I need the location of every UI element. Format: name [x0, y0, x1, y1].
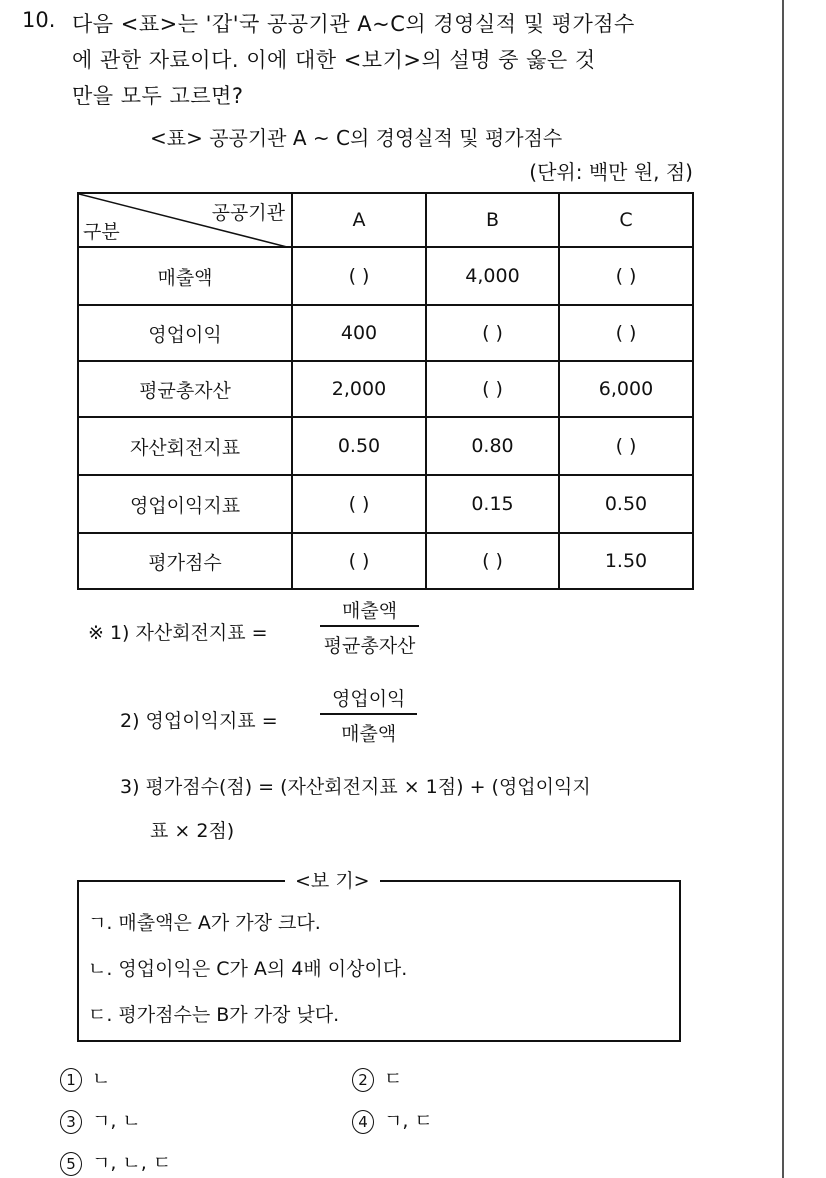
cell: ( ): [559, 247, 693, 305]
row-label: 평가점수: [78, 533, 292, 589]
column-header-a: A: [292, 193, 426, 247]
table-row: [78, 533, 693, 589]
table-title: <표> 공공기관 A ~ C의 경영실적 및 평가점수: [150, 126, 563, 150]
note-3-line-1: 3) 평가점수(점) = (자산회전지표 × 1점) + (영업이익지: [120, 776, 591, 798]
note-2-fraction: [320, 684, 417, 746]
table-row: [78, 475, 693, 533]
note-1-prefix: ※ 1) 자산회전지표 =: [88, 622, 268, 644]
bogi-title: <보 기>: [285, 866, 380, 893]
cell: 0.50: [292, 417, 426, 475]
table-row: [78, 305, 693, 361]
cell: ( ): [426, 305, 559, 361]
question-stem-line-1: 다음 <표>는 '갑'국 공공기관 A~C의 경영실적 및 평가점수: [72, 12, 635, 36]
table-unit: (단위: 백만 원, 점): [529, 160, 693, 184]
row-label: 매출액: [78, 247, 292, 305]
choice-number-circle: 2: [352, 1068, 374, 1092]
choice-number-circle: 1: [60, 1068, 82, 1092]
note-1-numerator: 매출액: [320, 596, 419, 627]
choice-text: ㄱ, ㄷ: [384, 1110, 433, 1132]
question-number: 10.: [22, 8, 56, 32]
choice-2[interactable]: [352, 1064, 402, 1092]
bogi-statement-nieun: ㄴ. 영업이익은 C가 A의 4배 이상이다.: [88, 958, 408, 980]
bogi-statement-giyeok: ㄱ. 매출액은 A가 가장 크다.: [88, 912, 321, 934]
cell: 0.80: [426, 417, 559, 475]
cell: 1.50: [559, 533, 693, 589]
header-corner-bottom: 구분: [83, 221, 120, 243]
note-2-prefix: 2) 영업이익지표 =: [120, 710, 278, 732]
question-stem-line-2: 에 관한 자료이다. 이에 대한 <보기>의 설명 중 옳은 것: [72, 48, 596, 72]
cell: 2,000: [292, 361, 426, 417]
choice-1[interactable]: [60, 1064, 110, 1092]
cell: ( ): [559, 417, 693, 475]
cell: ( ): [426, 361, 559, 417]
row-label: 자산회전지표: [78, 417, 292, 475]
column-header-c: C: [559, 193, 693, 247]
performance-table: [77, 192, 694, 590]
table-header-row: [78, 193, 693, 247]
choice-4[interactable]: [352, 1106, 433, 1134]
cell: 6,000: [559, 361, 693, 417]
cell: 400: [292, 305, 426, 361]
choice-number-circle: 4: [352, 1110, 374, 1134]
choice-number-circle: 5: [60, 1152, 82, 1176]
question-stem-line-3: 만을 모두 고르면?: [72, 84, 244, 108]
cell: 0.15: [426, 475, 559, 533]
cell: ( ): [292, 247, 426, 305]
table-row: [78, 247, 693, 305]
cell: ( ): [559, 305, 693, 361]
note-3-line-2: 표 × 2점): [150, 820, 235, 842]
choice-text: ㄴ: [92, 1068, 111, 1090]
row-label: 영업이익지표: [78, 475, 292, 533]
table-row: [78, 361, 693, 417]
page-column-divider: [782, 0, 784, 1178]
cell: 4,000: [426, 247, 559, 305]
cell: ( ): [292, 475, 426, 533]
choice-text: ㄱ, ㄴ: [92, 1110, 141, 1132]
choice-5[interactable]: [60, 1148, 171, 1176]
row-label: 영업이익: [78, 305, 292, 361]
row-label: 평균총자산: [78, 361, 292, 417]
cell: ( ): [292, 533, 426, 589]
choice-text: ㄱ, ㄴ, ㄷ: [92, 1152, 172, 1174]
choice-3[interactable]: [60, 1106, 141, 1134]
note-2-numerator: 영업이익: [320, 684, 417, 715]
cell: 0.50: [559, 475, 693, 533]
choice-text: ㄷ: [384, 1068, 403, 1090]
header-corner-top: 공공기관: [211, 202, 285, 224]
header-corner-cell: [78, 193, 292, 247]
choice-number-circle: 3: [60, 1110, 82, 1134]
table-row: [78, 417, 693, 475]
column-header-b: B: [426, 193, 559, 247]
note-2-denominator: 매출액: [341, 723, 397, 745]
note-1-fraction: [320, 596, 419, 658]
note-1-denominator: 평균총자산: [323, 635, 416, 657]
cell: ( ): [426, 533, 559, 589]
bogi-statement-digeut: ㄷ. 평가점수는 B가 가장 낮다.: [88, 1004, 340, 1026]
